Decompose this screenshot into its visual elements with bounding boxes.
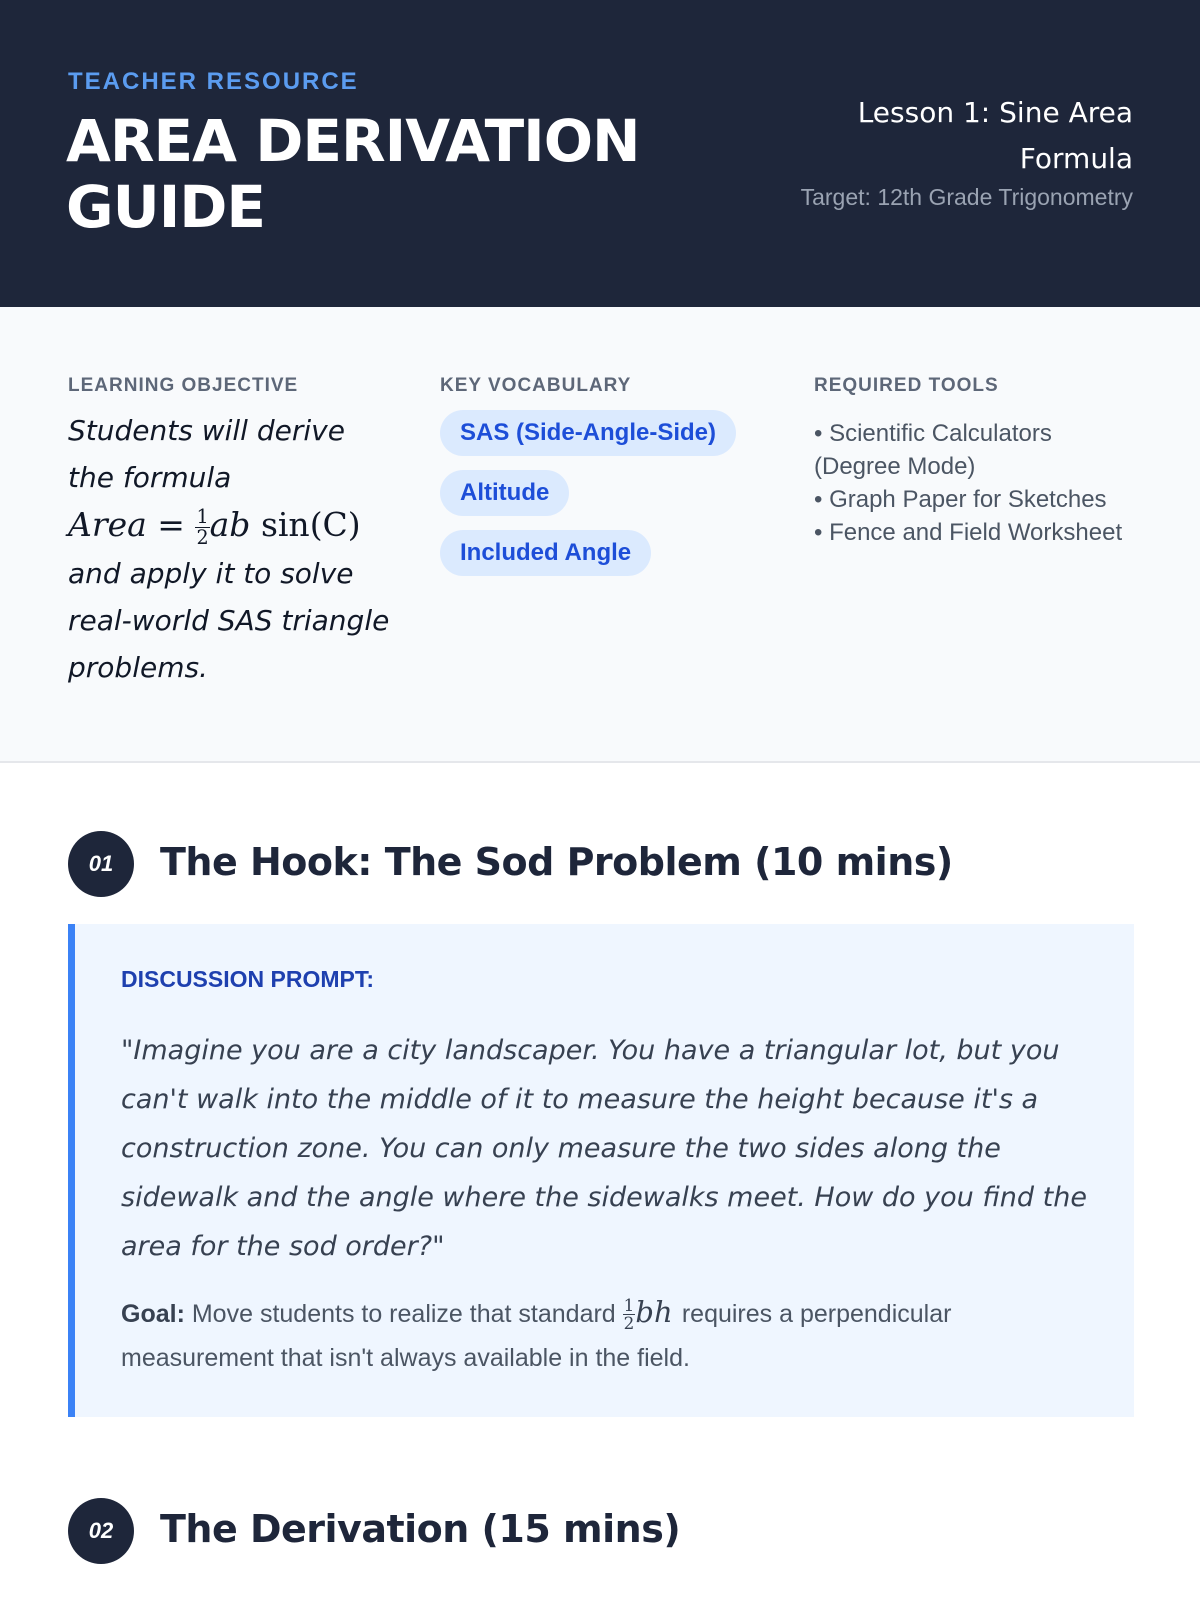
tools-label: REQUIRED TOOLS: [814, 375, 999, 396]
formula-lhs: Area =: [68, 505, 185, 544]
fraction-numerator: 1: [196, 505, 209, 529]
vocabulary-label: KEY VOCABULARY: [440, 375, 632, 396]
vocabulary-list: [440, 410, 736, 590]
vocab-term: SAS (Side-Angle-Side): [440, 410, 736, 456]
tools-list: [814, 417, 1144, 549]
area-formula: [68, 505, 361, 549]
objective-label: LEARNING OBJECTIVE: [68, 375, 299, 396]
formula-argument: (C): [309, 505, 361, 544]
tool-item: • Graph Paper for Sketches: [814, 486, 1107, 513]
overview-band: [0, 307, 1200, 763]
discussion-prompt: "Imagine you are a city landscaper. You have a triangular lot, but you can't walk into the middle of it to measure the height because it's a construction zone. You can only measure the two sides along the sidewalk and the angle where the sidewalks meet. How do you find the area for the sod order?": [121, 1035, 1087, 1262]
goal-label: Goal:: [121, 1300, 185, 1328]
target-audience: Target: 12th Grade Trigonometry: [800, 184, 1133, 210]
goal-text-after: requires a perpendicular measurement that isn't always available in the field.: [121, 1300, 952, 1372]
discussion-prompt-label: DISCUSSION PROMPT:: [121, 966, 375, 992]
fraction-denominator: 2: [196, 525, 209, 549]
goal-formula: [623, 1294, 682, 1333]
goal-note: [121, 1290, 1101, 1380]
objective-text-before: Students will derive the formula: [68, 414, 345, 494]
tool-item: • Fence and Field Worksheet: [814, 519, 1123, 546]
section-title: The Hook: The Sod Problem (10 mins): [160, 840, 953, 884]
tool-item: • Scientific Calculators (Degree Mode): [814, 420, 1052, 480]
goal-formula-variables: bh: [635, 1295, 673, 1329]
formula-fraction: [195, 505, 209, 549]
discussion-callout: [68, 924, 1134, 1417]
vocab-term: Altitude: [440, 470, 569, 516]
lesson-title: Lesson 1: Sine Area Formula: [857, 96, 1133, 175]
section-number-badge: 02: [68, 1498, 134, 1564]
section-number-badge: 01: [68, 831, 134, 897]
page-title: AREA DERIVATION GUIDE: [66, 107, 640, 241]
page-header: [0, 0, 1200, 307]
formula-variables: ab: [209, 505, 251, 544]
learning-objective: [68, 407, 398, 691]
section-title: The Derivation (15 mins): [160, 1507, 681, 1551]
goal-fraction: [623, 1294, 636, 1333]
objective-text-after: and apply it to solve real-world SAS triangle problems.: [68, 557, 390, 684]
goal-fraction-denominator: 2: [623, 1312, 635, 1333]
goal-text-before: Move students to realize that standard: [191, 1300, 616, 1328]
vocab-term: Included Angle: [440, 530, 651, 576]
goal-fraction-numerator: 1: [623, 1294, 635, 1315]
resource-eyebrow: TEACHER RESOURCE: [68, 68, 359, 95]
formula-function: sin: [260, 505, 310, 544]
